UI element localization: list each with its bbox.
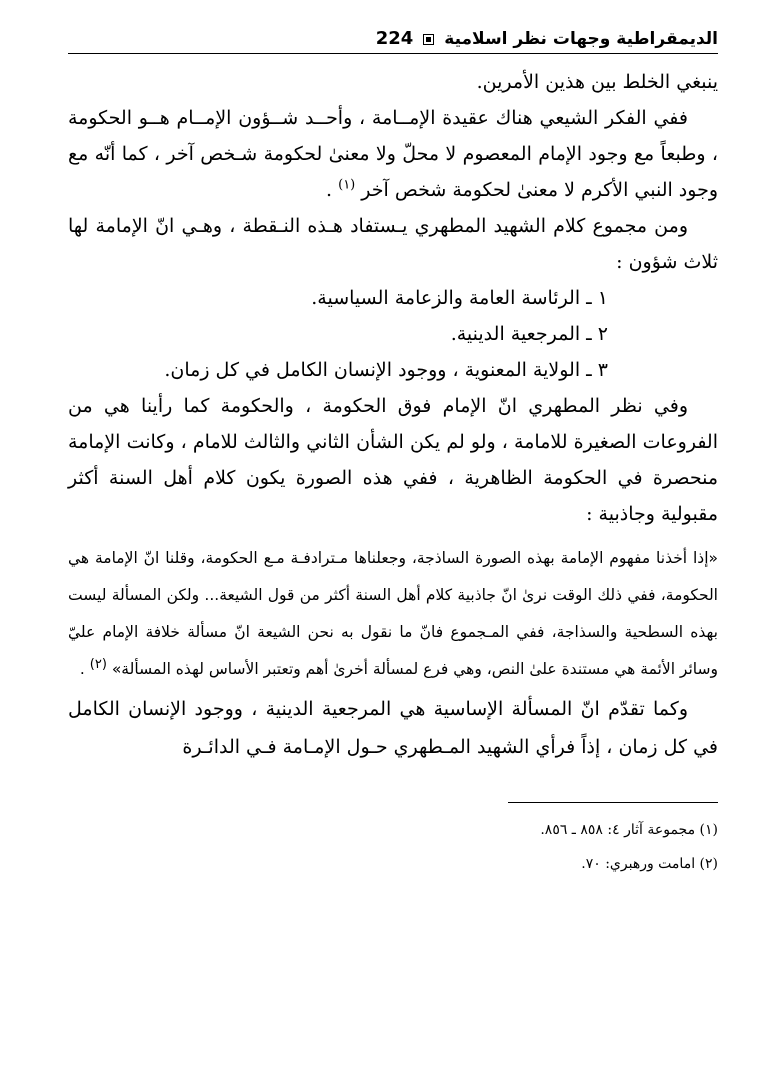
footnote-ref-2[interactable]: (٢) — [89, 656, 107, 672]
quote-text: «إذا أخذنا مفهوم الإمامة بهذه الصورة الساذجة، وجعلناها مـترادفـة مـع الحكومة، وقلنا انّ الإمامة هي الحكومة، ففي ذلك الوقت نرىٰ انّ جاذبية كلام أهل السنة أكثر من قول الشيعة... ولكن المسألة ليست بهذه السطحية والسذاجة، ففي المـجموع فانّ ما نقول به نحن الشيعة انّ مسألة خلافة الإمام عليّ وسائر الأئمة هي مستندة علىٰ النص، وهي فرع لمسألة أخرىٰ أهم وتعتبر الأساس لهذه المسألة» $^{(٢)}$ . — [68, 549, 718, 678]
square-ornament-icon — [423, 34, 434, 45]
paragraph-2: ففي الفكر الشيعي هناك عقيدة الإمــامة ، وأحــد شــؤون الإمــام هــو الحكومة ، وطبعاً مع وجود الإمام المعصوم لا محلّ ولا معنىٰ لحكومة شـخص آخر ، كما أنّه مع وجود النبي الأكرم لا معنىٰ لحكومة شخص آخر $^{(١)}$ . — [68, 107, 718, 201]
continued-text — [68, 690, 718, 766]
list-item-1: ١ ـ الرئاسة العامة والزعامة السياسية. — [311, 287, 608, 309]
footnote-ref-1[interactable]: (١) — [338, 177, 356, 193]
page-number: 224 — [375, 28, 414, 49]
footnote-1: (١) مجموعة آثار ٤: ٨٥٨ ـ ٨٥٦. — [540, 822, 718, 838]
footnote-2: (٢) امامت ورهبري: ٧٠. — [581, 856, 718, 872]
list-item-3: ٣ ـ الولاية المعنوية ، ووجود الإنسان الكامل في كل زمان. — [164, 359, 608, 381]
footnotes — [68, 813, 718, 881]
paragraph-1: ينبغي الخلط بين هذين الأمرين. — [476, 71, 718, 93]
footnote-divider — [508, 802, 718, 803]
block-quote — [68, 540, 718, 688]
book-title: الديمقراطية وجهات نظر اسلامية — [444, 29, 718, 49]
running-header — [68, 28, 718, 54]
paragraph-3: ومن مجموع كلام الشهيد المطهري يـستفاد هـذه النـقطة ، وهـي انّ الإمامة لها ثلاث شؤون : — [68, 215, 718, 273]
main-text — [68, 64, 718, 532]
list-item-2: ٢ ـ المرجعية الدينية. — [450, 323, 608, 345]
paragraph-5: وكما تقدّم انّ المسألة الإساسية هي المرجعية الدينية ، ووجود الإنسان الكامل في كل زمان ، إذاً فرأي الشهيد المـطهري حـول الإمـامة فـي الدائـرة — [68, 698, 718, 758]
paragraph-4: وفي نظر المطهري انّ الإمام فوق الحكومة ، والحكومة كما رأينا هي من الفروعات الصغيرة للامامة ، ولو لم يكن الشأن الثاني والثالث للامام ، وكانت الإمامة منحصرة في الحكومة الظاهرية ، ففي هذه الصورة يكون كلام أهل السنة أكثر مقبولية وجاذبية : — [68, 395, 718, 525]
